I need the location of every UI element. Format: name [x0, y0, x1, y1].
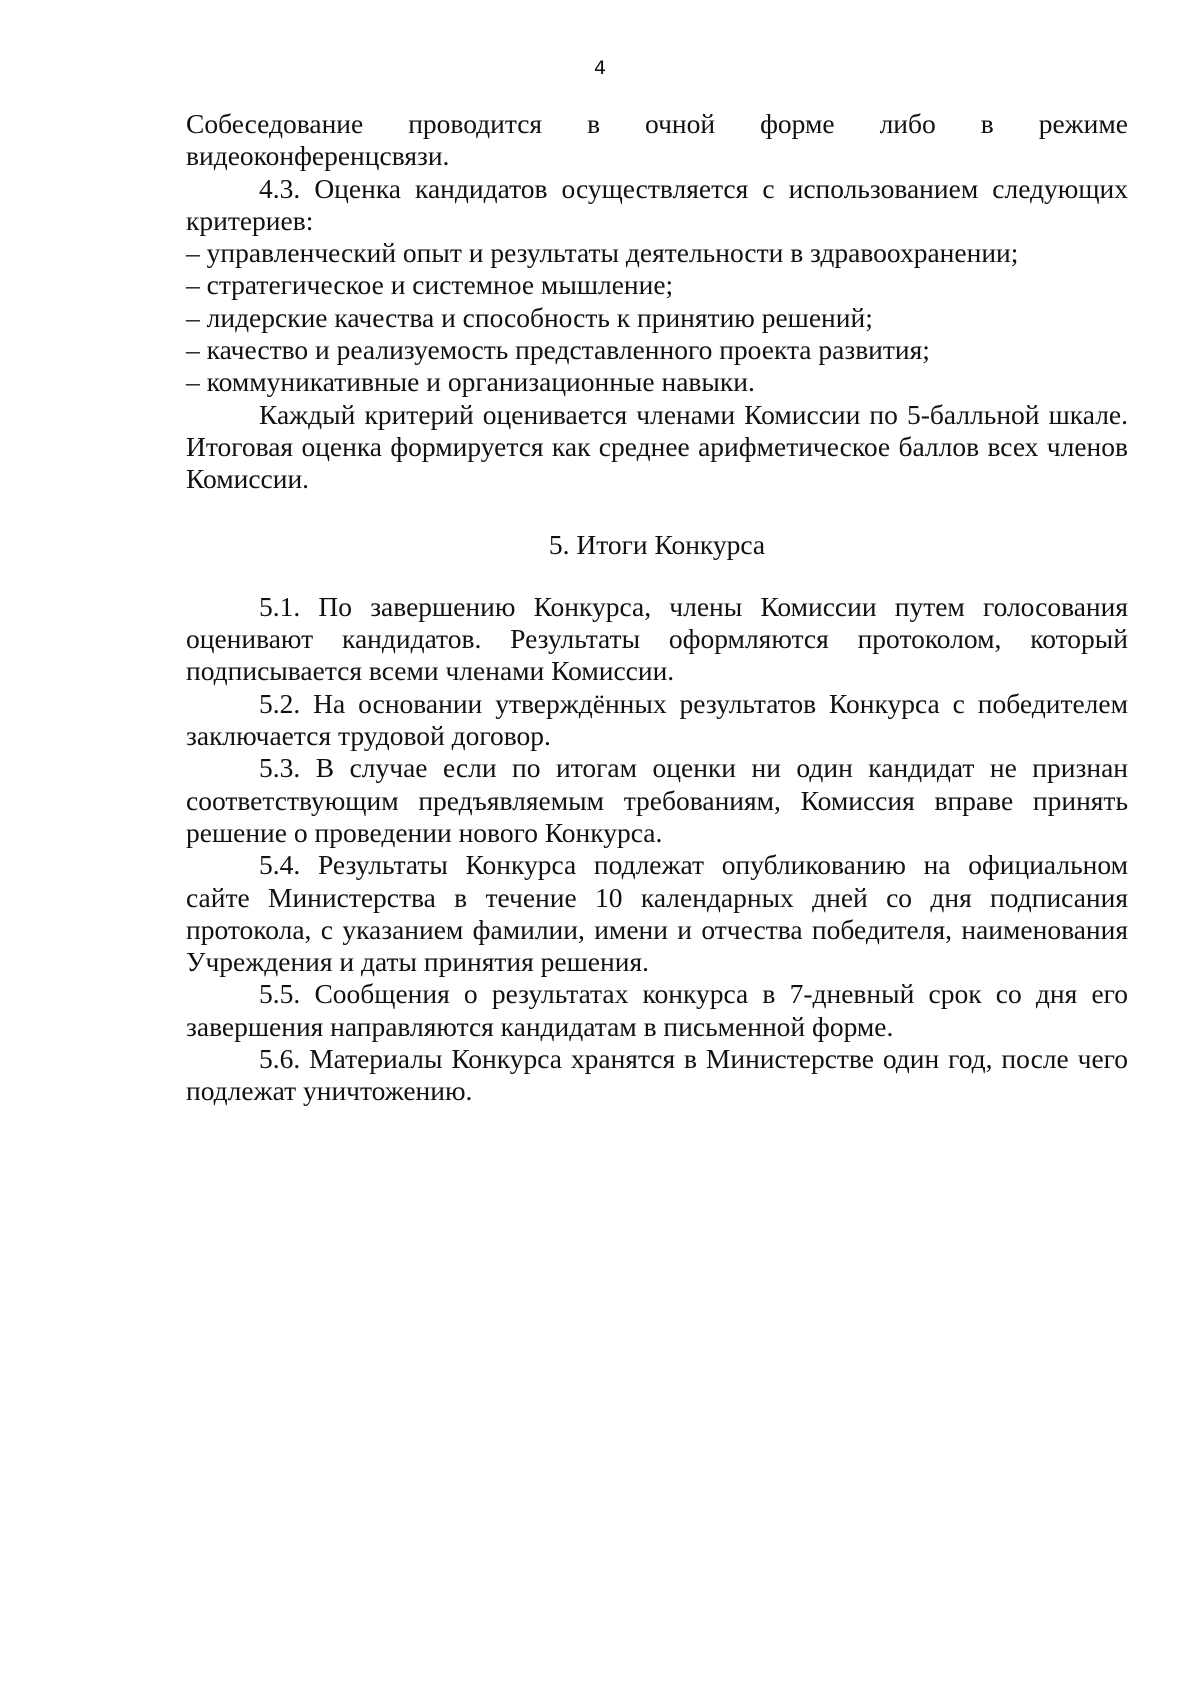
section-5-heading: 5. Итоги Конкурса	[548, 528, 766, 560]
paragraph-5-1: 5.1. По завершению Конкурса, члены Комиссии путем голосования оценивают кандидатов. Результаты оформляются протоколом, который подписывается всеми членами Комиссии.	[186, 590, 1128, 687]
criterion-item: – качество и реализуемость представленного проекта развития;	[186, 334, 930, 366]
criterion-item: – лидерские качества и способность к принятию решений;	[186, 301, 873, 333]
paragraph-4-3: 4.3. Оценка кандидатов осуществляется с использованием следующих критериев:	[186, 172, 1128, 236]
criterion-item: – управленческий опыт и результаты деятельности в здравоохранении;	[186, 237, 1019, 269]
paragraph-5-4: 5.4. Результаты Конкурса подлежат опубликованию на официальном сайте Министерства в течение 10 календарных дней со дня подписания протокола, с указанием фамилии, имени и отчества победителя, наименования Учреждения и даты принятия решения.	[186, 849, 1128, 978]
scoring-paragraph: Каждый критерий оценивается членами Комиссии по 5-балльной шкале. Итоговая оценка формируется как среднее арифметическое баллов всех членов Комиссии.	[186, 398, 1128, 495]
page-number: 4	[593, 57, 607, 79]
criterion-item: – коммуникативные и организационные навыки.	[186, 366, 755, 398]
paragraph-5-6: 5.6. Материалы Конкурса хранятся в Министерстве один год, после чего подлежат уничтожению.	[186, 1043, 1128, 1107]
interview-format-paragraph: Собеседование проводится в очной форме либо в режиме видеоконференцсвязи.	[186, 108, 1128, 172]
criterion-item: – стратегическое и системное мышление;	[186, 269, 674, 301]
document-body	[186, 108, 1128, 1108]
paragraph-5-5: 5.5. Сообщения о результатах конкурса в 7-дневный срок со дня его завершения направляются кандидатам в письменной форме.	[186, 978, 1128, 1042]
paragraph-5-2: 5.2. На основании утверждённых результатов Конкурса с победителем заключается трудовой договор.	[186, 687, 1128, 752]
paragraph-5-3: 5.3. В случае если по итогам оценки ни один кандидат не признан соответствующим предъявляемым требованиям, Комиссия вправе принять решение о проведении нового Конкурса.	[186, 752, 1128, 848]
